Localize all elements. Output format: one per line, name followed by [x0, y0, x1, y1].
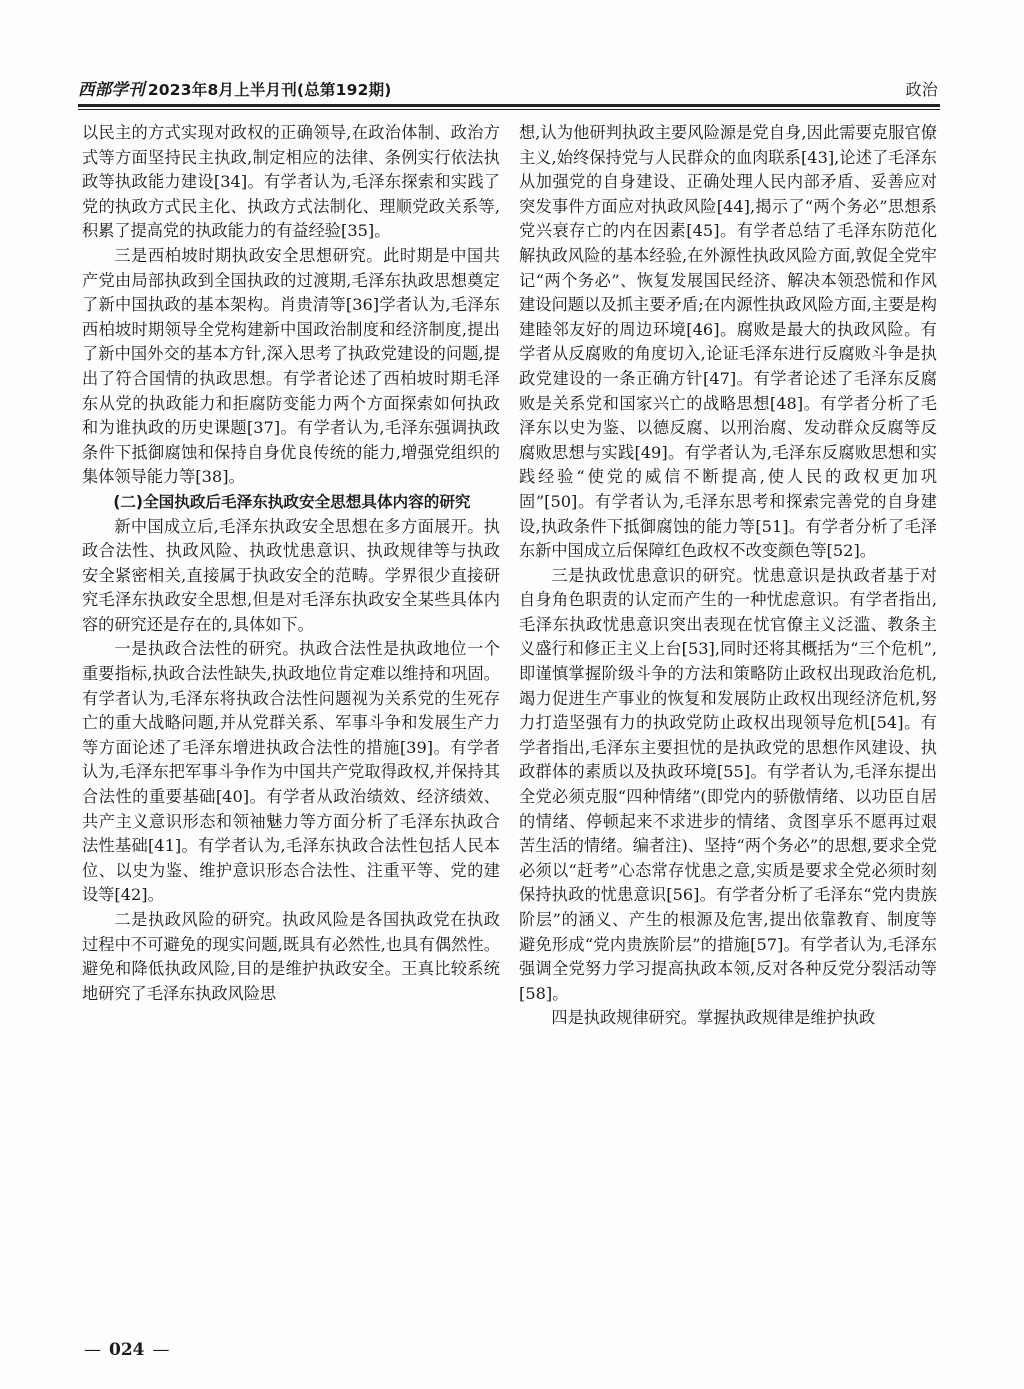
- left-column: [82, 121, 500, 1006]
- footer-dash: —: [84, 1340, 101, 1360]
- paragraph: 一是执政合法性的研究。执政合法性是执政地位一个重要指标,执政合法性缺失,执政地位肯定难以维持和巩固。有学者认为,毛泽东将执政合法性问题视为关系党的生死存亡的重大战略问题,并从党群关系、军事斗争和发展生产力等方面论述了毛泽东增进执政合法性的措施[39]。有学者认为,毛泽东把军事斗争作为中国共产党取得政权,并保持其合法性的重要基础[40]。有学者从政治绩效、经济绩效、共产主义意识形态和领袖魅力等方面分析了毛泽东执政合法性基础[41]。有学者认为,毛泽东执政合法性包括人民本位、以史为鉴、维护意识形态合法性、注重平等、党的建设等[42]。: [82, 639, 500, 905]
- journal-logo: 西部学刊: [78, 80, 145, 99]
- footer-dash: —: [152, 1340, 170, 1360]
- paragraph: [519, 564, 937, 1007]
- paragraph: 三是西柏坡时期执政安全思想研究。此时期是中国共产党由局部执政到全国执政的过渡期,毛泽东执政思想奠定了新中国执政的基本架构。肖贵清等[36]学者认为,毛泽东西柏坡时期领导全党构建新中国政治制度和经济制度,提出了新中国外交的基本方针,深入思考了执政党建设的问题,提出了符合国情的执政思想。有学者论述了西柏坡时期毛泽东从党的执政能力和拒腐防变能力两个方面探索如何执政和为谁执政的历史课题[37]。有学者认为,毛泽东强调执政条件下抵御腐蚀和保持自身优良传统的能力,增强党组织的集体领导能力等[38]。: [82, 245, 500, 487]
- issue-info: 2023年8月上半月刊(总第192期): [147, 81, 392, 99]
- paragraph-text: 三是执政忧患意识的研究。忧患意识是执政者基于对自身角色职责的认定而产生的一种忧虑意识。有学者指出,毛泽东执政忧患意识突出表现在忧官僚主义泛滥、教条主义盛行和修正主义上台[53],同时还将其概括为“三个危机”,即谨慎掌握阶级斗争的方法和策略防止政权出现政治危机,竭力促进生产事业的恢复和发展防止政权出现经济危机,努力打造坚强有力的执政党防止政权出现领导危机[54]。有学者指出,毛泽东主要担忧的是执政党的思想作风建设、执政群体的素质以及执政环境[55]。有学者认为,毛泽东提出全党必须克服“四种情绪”(: [519, 565, 937, 807]
- header-rule-thick: [78, 104, 940, 107]
- page-footer: [84, 1340, 170, 1360]
- paragraph: 想,认为他研判执政主要风险源是党自身,因此需要克服官僚主义,始终保持党与人民群众的血肉联系[43],论述了毛泽东从加强党的自身建设、正确处理人民内部矛盾、妥善应对突发事件方面应对执政风险[44],揭示了“两个务必”思想系党兴衰存亡的内在因素[45]。有学者总结了毛泽东防范化解执政风险的基本经验,在外源性执政风险方面,敦促全党牢记“两个务必”、恢复发展国民经济、解决本领恐慌和作风建设问题以及抓主要矛盾;在内源性执政风险方面,主要是构建睦邻友好的周边环境[46]。腐败是最大的执政风险。有学者从反腐败的角度切入,论证毛泽东进行反腐败斗争是执政党建设的一条正确方针[47]。有学者论述了毛泽东反腐败是关系党和国家兴亡的战略思想[48]。有学者分析了毛泽东以史为鉴、以德反腐、以刑治腐、发动群众反腐等反腐败思想与实践[49]。有学者认为,毛泽东反腐败思想和实践经验“使党的威信不断提高,使人民的政权更加巩固”[50]。有学者认为,毛泽东思考和探索完善党的自身建设,执政条件下抵御腐蚀的能力等[51]。有学者分析了毛泽东新中国成立后保障红色政权不改变颜色等[52]。: [519, 123, 937, 561]
- header-rule-thin: [78, 109, 940, 110]
- right-column: [519, 121, 937, 1031]
- subsection-heading: (二)全国执政后毛泽东执政安全思想具体内容的研究: [113, 492, 471, 511]
- page-number: 024: [109, 1340, 145, 1360]
- paragraph: 新中国成立后,毛泽东执政安全思想在多方面展开。执政合法性、执政风险、执政忧患意识、执政规律等与执政安全紧密相关,直接属于执政安全的范畴。学界很少直接研究毛泽东执政安全思想,但是对毛泽东执政安全某些具体内容的研究还是存在的,具体如下。: [82, 516, 500, 634]
- header-left: [78, 76, 392, 100]
- running-header: [78, 76, 938, 100]
- paragraph: 四是执政规律研究。掌握执政规律是维护执政: [551, 1008, 876, 1028]
- paragraph: 以民主的方式实现对政权的正确领导,在政治体制、政治方式等方面坚持民主执政,制定相应的法律、条例实行依法执政等执政能力建设[34]。有学者认为,毛泽东探索和实践了党的执政方式民主化、执政方式法制化、理顺党政关系等,积累了提高党的执政能力的有益经验[35]。: [82, 123, 500, 241]
- section-label: 政治: [905, 80, 938, 99]
- editor-note: 即党内的骄傲情绪、以功臣自居的情绪、停顿起来不求进步的情绪、贪图享乐不愿再过艰苦生活的情绪。编者注: [519, 787, 937, 856]
- paragraph: 二是执政风险的研究。执政风险是各国执政党在执政过程中不可避免的现实问题,既具有必然性,也具有偶然性。避免和降低执政风险,目的是维护执政安全。王真比较系统地研究了毛泽东执政风险思: [82, 910, 500, 1003]
- paragraph-text: )、坚持“两个务必”的思想,要求全党必须以“赶考”心态常存忧患之意,实质是要求全党必须时刻保持执政的忧患意识[56]。有学者分析了毛泽东“党内贵族阶层”的涵义、产生的根源及危害,提出依靠教育、制度等避免形成“党内贵族阶层”的措施[57]。有学者认为,毛泽东强调全党努力学习提高执政本领,反对各种反党分裂活动等[58]。: [519, 836, 938, 1003]
